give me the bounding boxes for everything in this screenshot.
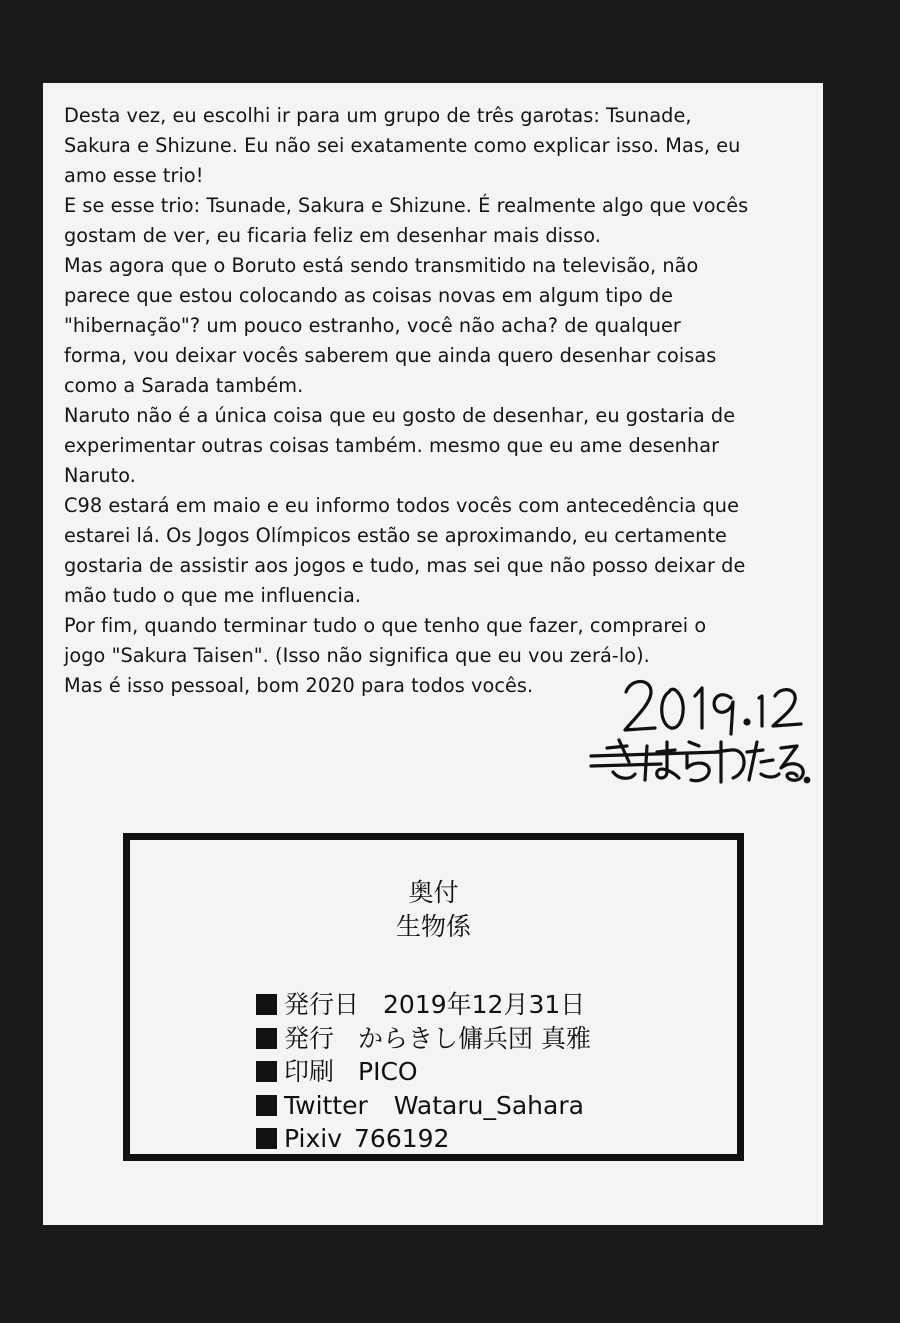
afterword-text: [64, 101, 804, 701]
colophon-subtitle: 生物係: [395, 912, 471, 941]
afterword-line: amo esse trio!: [64, 164, 204, 187]
credit-row-publish-date: [256, 988, 591, 1022]
credit-label: Twitter: [284, 1090, 368, 1120]
credits-list: [256, 988, 591, 1156]
afterword-line: gostam de ver, eu ficaria feliz em desenhar mais disso.: [64, 224, 601, 247]
colophon-box: [123, 833, 744, 1161]
afterword-line: Por fim, quando terminar tudo o que tenho que fazer, comprarei o: [64, 614, 707, 637]
credit-value: 766192: [354, 1124, 450, 1153]
afterword-line: gostaria de assistir aos jogos e tudo, mas sei que não posso deixar de: [64, 554, 746, 577]
signature-name-mark: [591, 740, 809, 782]
credit-row-pixiv: [256, 1122, 591, 1156]
afterword-line: Mas agora que o Boruto está sendo transmitido na televisão, não: [64, 254, 699, 277]
credit-label: 発行日: [284, 990, 360, 1019]
afterword-line: E se esse trio: Tsunade, Sakura e Shizune. É realmente algo que vocês: [64, 194, 749, 217]
afterword-line: jogo "Sakura Taisen". (Isso não significa que eu vou zerá-lo).: [64, 644, 650, 667]
afterword-line: forma, vou deixar vocês saberem que ainda quero desenhar coisas: [64, 344, 717, 367]
signature-date-mark: [625, 682, 801, 735]
afterword-line: "hibernação"? um pouco estranho, você não acha? de qualquer: [64, 314, 681, 337]
credit-label: 発行: [284, 1023, 335, 1053]
credit-label: 印刷: [284, 1057, 335, 1086]
square-bullet-icon: [256, 994, 277, 1015]
afterword-line: estarei lá. Os Jogos Olímpicos estão se aproximando, eu certamente: [64, 524, 727, 547]
square-bullet-icon: [256, 1061, 277, 1082]
afterword-line: mão tudo o que me influencia.: [64, 584, 361, 607]
page-sheet: [43, 83, 823, 1225]
afterword-line: parece que estou colocando as coisas novas em algum tipo de: [64, 284, 674, 307]
credit-row-publisher: [256, 1022, 591, 1056]
credit-label: Pixiv: [284, 1124, 343, 1153]
afterword-line: Sakura e Shizune. Eu não sei exatamente como explicar isso. Mas, eu: [64, 134, 741, 157]
afterword-line: C98 estará em maio e eu informo todos vocês com antecedência que: [64, 494, 739, 517]
square-bullet-icon: [256, 1028, 277, 1049]
credit-value: PICO: [358, 1057, 418, 1086]
credit-row-printer: [256, 1055, 591, 1089]
afterword-line: Naruto.: [64, 464, 136, 487]
afterword-line: Mas é isso pessoal, bom 2020 para todos vocês.: [64, 674, 534, 697]
square-bullet-icon: [256, 1095, 277, 1116]
afterword-line: Desta vez, eu escolhi ir para um grupo de três garotas: Tsunade,: [64, 104, 692, 127]
credit-value: Wataru_Sahara: [393, 1090, 584, 1120]
afterword-line: experimentar outras coisas também. mesmo que eu ame desenhar: [64, 434, 720, 457]
credit-row-twitter: [256, 1089, 591, 1123]
credit-value: 2019年12月31日: [383, 990, 586, 1019]
square-bullet-icon: [256, 1128, 277, 1149]
afterword-line: como a Sarada também.: [64, 374, 304, 397]
credit-value: からきし傭兵団 真雅: [358, 1023, 591, 1053]
colophon-title: 奥付: [408, 878, 459, 907]
afterword-line: Naruto não é a única coisa que eu gosto de desenhar, eu gostaria de: [64, 404, 736, 427]
handwritten-signature: [571, 668, 811, 798]
